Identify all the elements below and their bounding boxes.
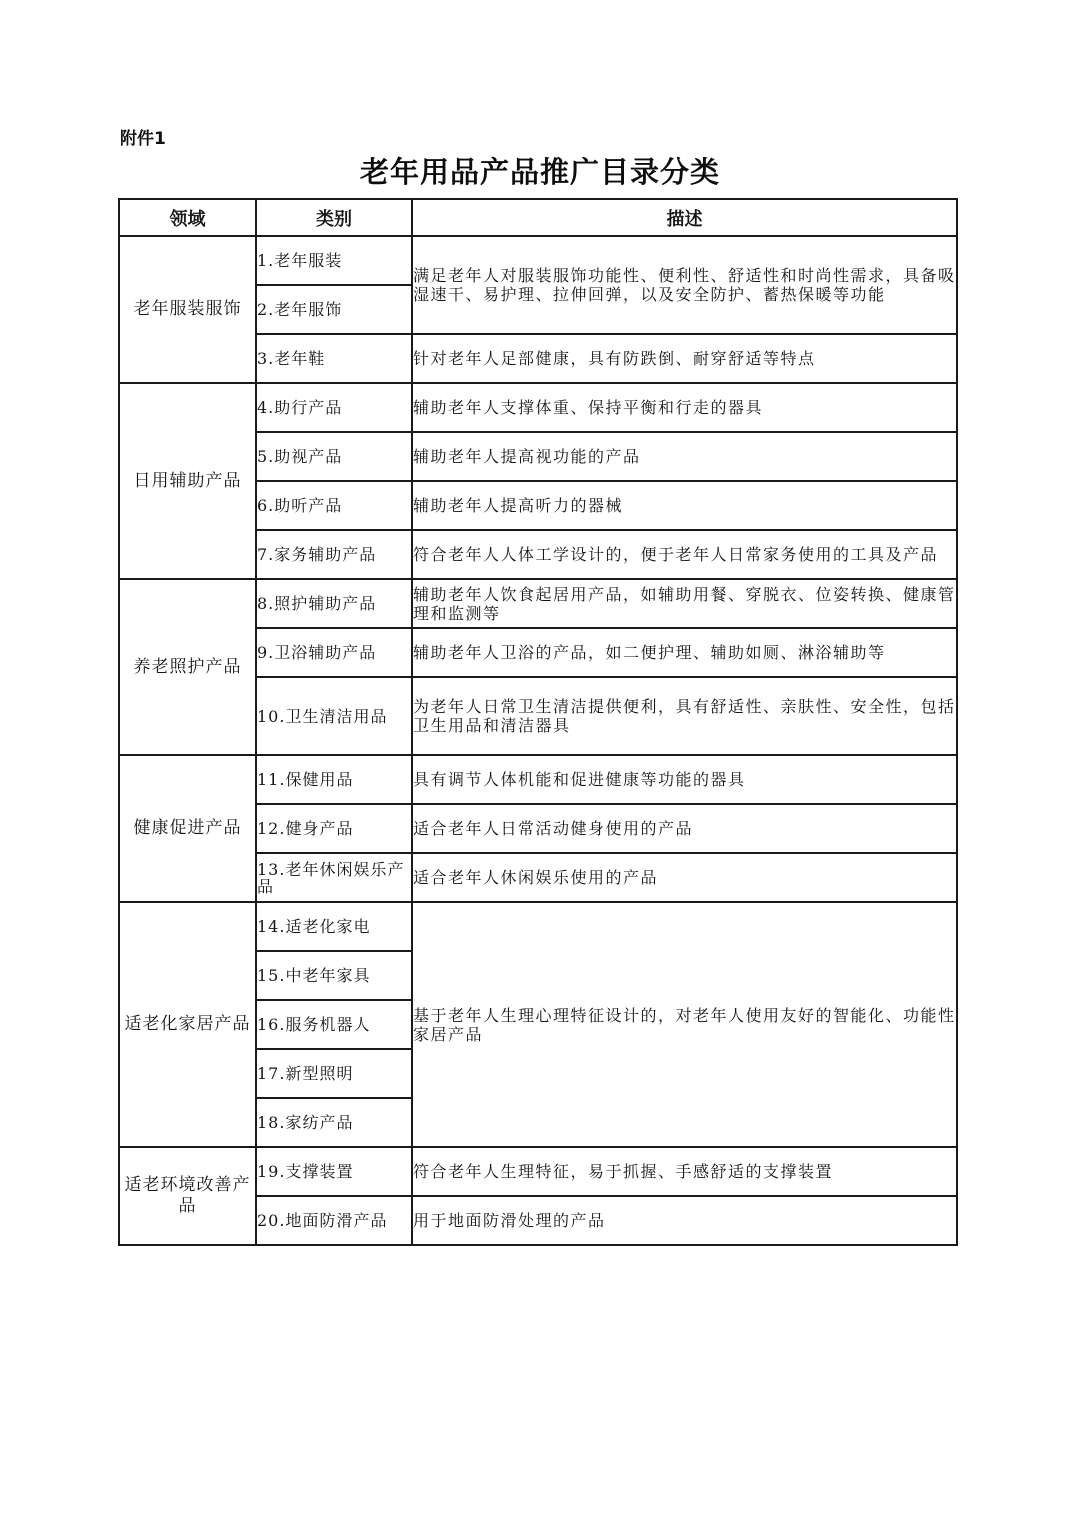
table-row (119, 579, 957, 628)
table-row (119, 755, 957, 804)
domain-cell: 养老照护产品 (119, 579, 256, 755)
domain-cell: 健康促进产品 (119, 755, 256, 902)
domain-cell: 适老化家居产品 (119, 902, 256, 1147)
description-cell: 辅助老年人饮食起居用产品，如辅助用餐、穿脱衣、位姿转换、健康管理和监测等 (412, 579, 957, 628)
header-category: 类别 (256, 199, 412, 236)
description-cell: 辅助老年人提高听力的器械 (412, 481, 957, 530)
category-cell: 11.保健用品 (256, 755, 412, 804)
description-cell: 符合老年人生理特征，易于抓握、手感舒适的支撑装置 (412, 1147, 957, 1196)
attachment-label: 附件1 (120, 129, 166, 149)
document-title: 老年用品产品推广目录分类 (359, 155, 720, 189)
product-catalog-table (118, 198, 958, 1246)
category-cell: 2.老年服饰 (256, 285, 412, 334)
description-cell: 用于地面防滑处理的产品 (412, 1196, 957, 1245)
category-cell: 18.家纺产品 (256, 1098, 412, 1147)
category-cell: 10.卫生清洁用品 (256, 677, 412, 755)
description-cell: 基于老年人生理心理特征设计的，对老年人使用友好的智能化、功能性家居产品 (412, 902, 957, 1147)
category-cell: 14.适老化家电 (256, 902, 412, 951)
description-cell: 满足老年人对服装服饰功能性、便利性、舒适性和时尚性需求，具备吸湿速干、易护理、拉伸回弹，以及安全防护、蓄热保暖等功能 (412, 236, 957, 334)
description-cell: 辅助老年人卫浴的产品，如二便护理、辅助如厕、淋浴辅助等 (412, 628, 957, 677)
category-cell: 20.地面防滑产品 (256, 1196, 412, 1245)
description-cell: 适合老年人日常活动健身使用的产品 (412, 804, 957, 853)
category-cell: 7.家务辅助产品 (256, 530, 412, 579)
description-cell: 具有调节人体机能和促进健康等功能的器具 (412, 755, 957, 804)
category-cell: 4.助行产品 (256, 383, 412, 432)
category-cell: 17.新型照明 (256, 1049, 412, 1098)
table-row (119, 236, 957, 285)
category-cell: 5.助视产品 (256, 432, 412, 481)
category-cell: 3.老年鞋 (256, 334, 412, 383)
description-cell: 适合老年人休闲娱乐使用的产品 (412, 853, 957, 902)
category-cell: 19.支撑装置 (256, 1147, 412, 1196)
domain-cell: 日用辅助产品 (119, 383, 256, 579)
category-cell: 6.助听产品 (256, 481, 412, 530)
table-row (119, 1147, 957, 1196)
domain-cell: 老年服装服饰 (119, 236, 256, 383)
category-cell: 1.老年服装 (256, 236, 412, 285)
description-cell: 辅助老年人支撑体重、保持平衡和行走的器具 (412, 383, 957, 432)
table-header-row (119, 199, 957, 236)
category-cell: 13.老年休闲娱乐产品 (256, 853, 412, 902)
description-cell: 辅助老年人提高视功能的产品 (412, 432, 957, 481)
header-description: 描述 (412, 199, 957, 236)
description-cell: 针对老年人足部健康，具有防跌倒、耐穿舒适等特点 (412, 334, 957, 383)
description-cell: 为老年人日常卫生清洁提供便利，具有舒适性、亲肤性、安全性，包括卫生用品和清洁器具 (412, 677, 957, 755)
category-cell: 12.健身产品 (256, 804, 412, 853)
description-cell: 符合老年人人体工学设计的，便于老年人日常家务使用的工具及产品 (412, 530, 957, 579)
category-cell: 15.中老年家具 (256, 951, 412, 1000)
category-cell: 9.卫浴辅助产品 (256, 628, 412, 677)
header-domain: 领域 (119, 199, 256, 236)
domain-cell: 适老环境改善产品 (119, 1147, 256, 1245)
table-row (119, 383, 957, 432)
category-cell: 16.服务机器人 (256, 1000, 412, 1049)
category-cell: 8.照护辅助产品 (256, 579, 412, 628)
table-row (119, 902, 957, 951)
